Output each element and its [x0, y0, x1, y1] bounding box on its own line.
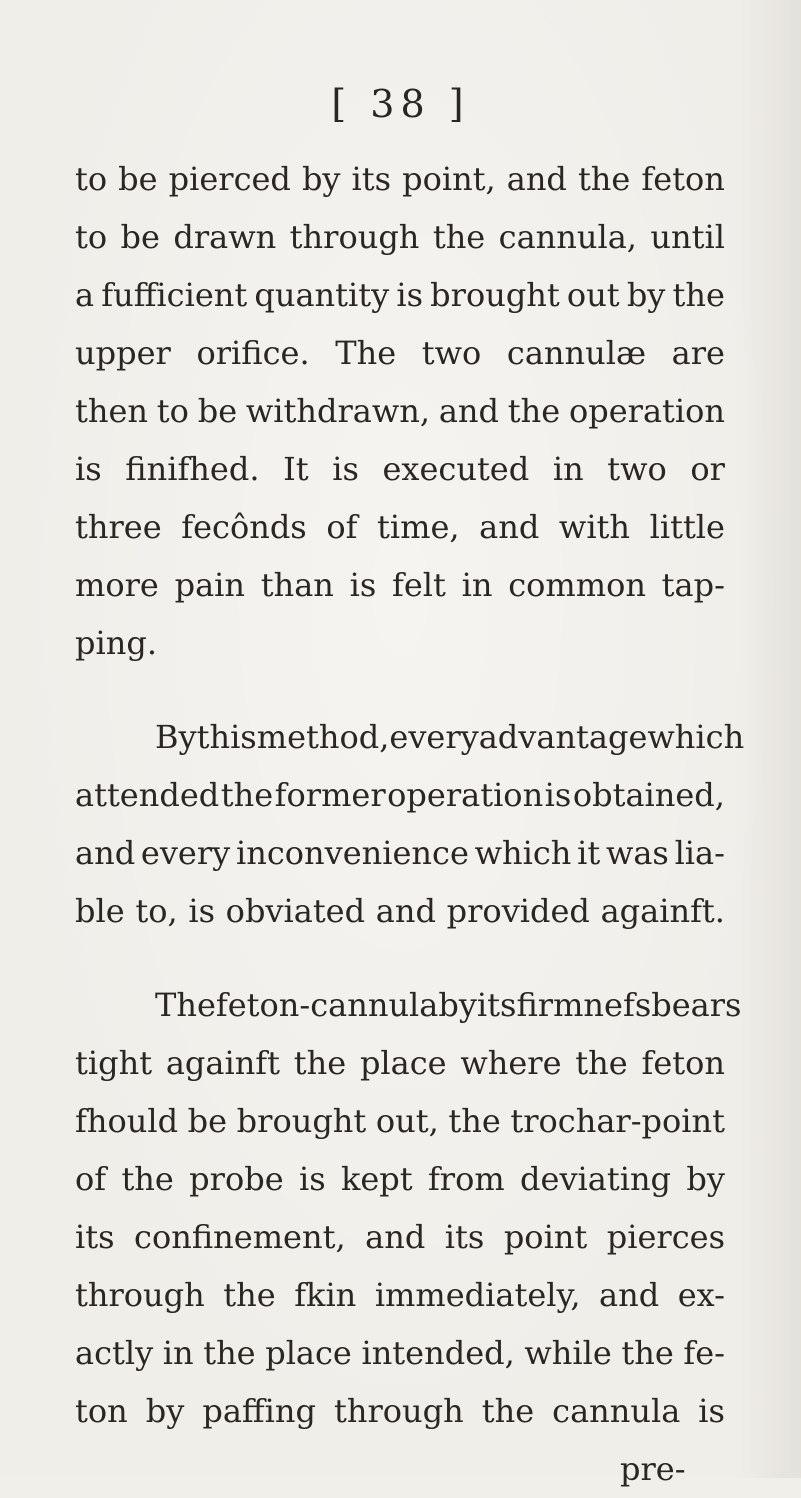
- word: the: [223, 1276, 276, 1314]
- word: ble: [75, 892, 125, 930]
- word: its: [351, 160, 392, 198]
- word: confinement,: [134, 1218, 346, 1256]
- word: operation: [387, 776, 544, 814]
- word: againft: [165, 1044, 280, 1082]
- word: then: [75, 392, 149, 430]
- text-line: [75, 824, 725, 882]
- word: fecônds: [181, 508, 307, 546]
- word: It: [283, 450, 309, 488]
- word: feton: [641, 1044, 725, 1082]
- word: the: [577, 160, 631, 198]
- word: to,: [135, 892, 178, 930]
- text-line: [75, 1034, 725, 1092]
- word: cannula,: [498, 218, 637, 256]
- text-line: [75, 382, 725, 440]
- word: the: [432, 218, 486, 256]
- word: bears: [651, 986, 742, 1024]
- word: the: [507, 392, 561, 430]
- word: againft.: [600, 892, 725, 930]
- word: three: [75, 508, 162, 546]
- word: little: [649, 508, 725, 546]
- word: fkin: [294, 1276, 357, 1314]
- word: out: [566, 276, 620, 314]
- text-line: [75, 266, 725, 324]
- word: point: [503, 1218, 588, 1256]
- word: was: [605, 834, 669, 872]
- word: probe: [189, 1160, 284, 1198]
- word: out,: [375, 1102, 439, 1140]
- word: or: [690, 450, 725, 488]
- word: while: [524, 1334, 612, 1372]
- word: of: [326, 508, 358, 546]
- word: be: [197, 392, 238, 430]
- word: and: [438, 392, 499, 430]
- word: and: [479, 508, 540, 546]
- text-line: [75, 498, 725, 556]
- text-line: [75, 1382, 725, 1440]
- word: inconvenience: [235, 834, 469, 872]
- word: is: [75, 450, 102, 488]
- word: actly: [75, 1334, 154, 1372]
- word: its: [444, 1218, 485, 1256]
- word: two: [421, 334, 482, 372]
- word: ton: [75, 1392, 128, 1430]
- text-line: [75, 150, 725, 208]
- word: orifice.: [196, 334, 310, 372]
- word: kept: [340, 1160, 413, 1198]
- word: is: [332, 450, 359, 488]
- text-line: [75, 440, 725, 498]
- word: and: [375, 892, 436, 930]
- word: feton-cannula: [215, 986, 439, 1024]
- word: from: [427, 1160, 505, 1198]
- word: its: [476, 986, 517, 1024]
- word: more: [75, 566, 159, 604]
- word: cannulæ: [506, 334, 647, 372]
- word: finifhed.: [125, 450, 260, 488]
- word: be: [120, 218, 160, 256]
- text-line: [75, 1150, 725, 1208]
- word: the: [121, 1160, 174, 1198]
- word: obtained,: [572, 776, 725, 814]
- word: this: [196, 718, 257, 756]
- word: feton: [641, 160, 725, 198]
- word: drawn: [173, 218, 277, 256]
- word: is: [544, 776, 572, 814]
- text-line: [75, 1092, 725, 1150]
- word: which: [474, 834, 572, 872]
- word: by: [145, 1392, 185, 1430]
- word: to: [75, 218, 108, 256]
- word: it: [577, 834, 601, 872]
- word: by: [438, 986, 477, 1024]
- text-line: [75, 1324, 725, 1382]
- word: withdrawn,: [245, 392, 431, 430]
- word: pain: [174, 566, 245, 604]
- word: place: [265, 1334, 352, 1372]
- word: the: [203, 1334, 256, 1372]
- word: obviated: [225, 892, 366, 930]
- text-line: [75, 1208, 725, 1266]
- word: pierced: [168, 160, 291, 198]
- word: trochar-point: [510, 1102, 725, 1140]
- word: the: [220, 776, 274, 814]
- word: common: [508, 566, 646, 604]
- word: every: [389, 718, 479, 756]
- text-line: [155, 708, 745, 766]
- word: are: [671, 334, 725, 372]
- word: its: [75, 1218, 115, 1256]
- word: is: [298, 1160, 326, 1198]
- word: and: [75, 834, 136, 872]
- word: be: [118, 160, 158, 198]
- word: the: [448, 1102, 501, 1140]
- word: which: [647, 718, 745, 756]
- word: the: [621, 1334, 674, 1372]
- word: The: [155, 986, 216, 1024]
- word: firmnefs: [516, 986, 652, 1024]
- text-line: [75, 882, 725, 940]
- word: the: [575, 1044, 628, 1082]
- word: to: [75, 160, 108, 198]
- word: The: [335, 334, 397, 372]
- text-line: ping.: [75, 624, 157, 662]
- word: with: [558, 508, 631, 546]
- word: lia-: [674, 834, 725, 872]
- word: cannula: [552, 1392, 681, 1430]
- word: by: [301, 160, 341, 198]
- word: former: [274, 776, 386, 814]
- word: tight: [75, 1044, 153, 1082]
- word: in: [162, 1334, 194, 1372]
- word: is: [188, 892, 215, 930]
- word: to: [156, 392, 189, 430]
- word: place: [359, 1044, 447, 1082]
- word: and: [365, 1218, 426, 1256]
- word: the: [672, 276, 725, 314]
- page-number-header: [ 38 ]: [331, 82, 470, 126]
- word: is: [349, 566, 377, 604]
- word: intended,: [361, 1334, 515, 1372]
- word: upper: [75, 334, 171, 372]
- word: every: [140, 834, 231, 872]
- word: the: [293, 1044, 347, 1082]
- word: time,: [377, 508, 460, 546]
- word: pierces: [606, 1218, 725, 1256]
- word: by: [626, 276, 666, 314]
- word: where: [460, 1044, 562, 1082]
- word: By: [155, 718, 197, 756]
- text-line: [75, 208, 725, 266]
- word: fhould: [75, 1102, 179, 1140]
- word: of: [75, 1160, 107, 1198]
- word: ex-: [677, 1276, 725, 1314]
- word: provided: [446, 892, 590, 930]
- word: executed: [382, 450, 530, 488]
- word: through: [333, 1392, 464, 1430]
- word: advantage: [478, 718, 648, 756]
- word: paffing: [202, 1392, 316, 1430]
- word: than: [260, 566, 334, 604]
- text-line: [75, 556, 725, 614]
- word: a: [75, 276, 95, 314]
- word: quantity: [254, 276, 390, 314]
- word: is: [698, 1392, 725, 1430]
- word: deviating: [520, 1160, 672, 1198]
- text-line: [155, 976, 742, 1034]
- catchword: pre-: [620, 1450, 686, 1488]
- word: tap-: [661, 566, 725, 604]
- word: through: [289, 218, 420, 256]
- text-line: [75, 1266, 725, 1324]
- word: in: [552, 450, 584, 488]
- word: and: [506, 160, 567, 198]
- word: until: [650, 218, 725, 256]
- word: fufficient: [101, 276, 248, 314]
- word: operation: [568, 392, 725, 430]
- word: two: [607, 450, 667, 488]
- word: immediately,: [374, 1276, 581, 1314]
- word: by: [686, 1160, 725, 1198]
- text-line: [75, 324, 725, 382]
- word: be: [187, 1102, 228, 1140]
- word: method,: [256, 718, 390, 756]
- word: felt: [392, 566, 446, 604]
- word: point,: [402, 160, 496, 198]
- word: brought: [236, 1102, 367, 1140]
- word: attended: [75, 776, 220, 814]
- word: in: [461, 566, 493, 604]
- word: is: [396, 276, 423, 314]
- word: fe-: [683, 1334, 725, 1372]
- word: the: [481, 1392, 535, 1430]
- word: through: [75, 1276, 205, 1314]
- word: brought: [430, 276, 560, 314]
- text-line: [75, 766, 725, 824]
- word: and: [599, 1276, 660, 1314]
